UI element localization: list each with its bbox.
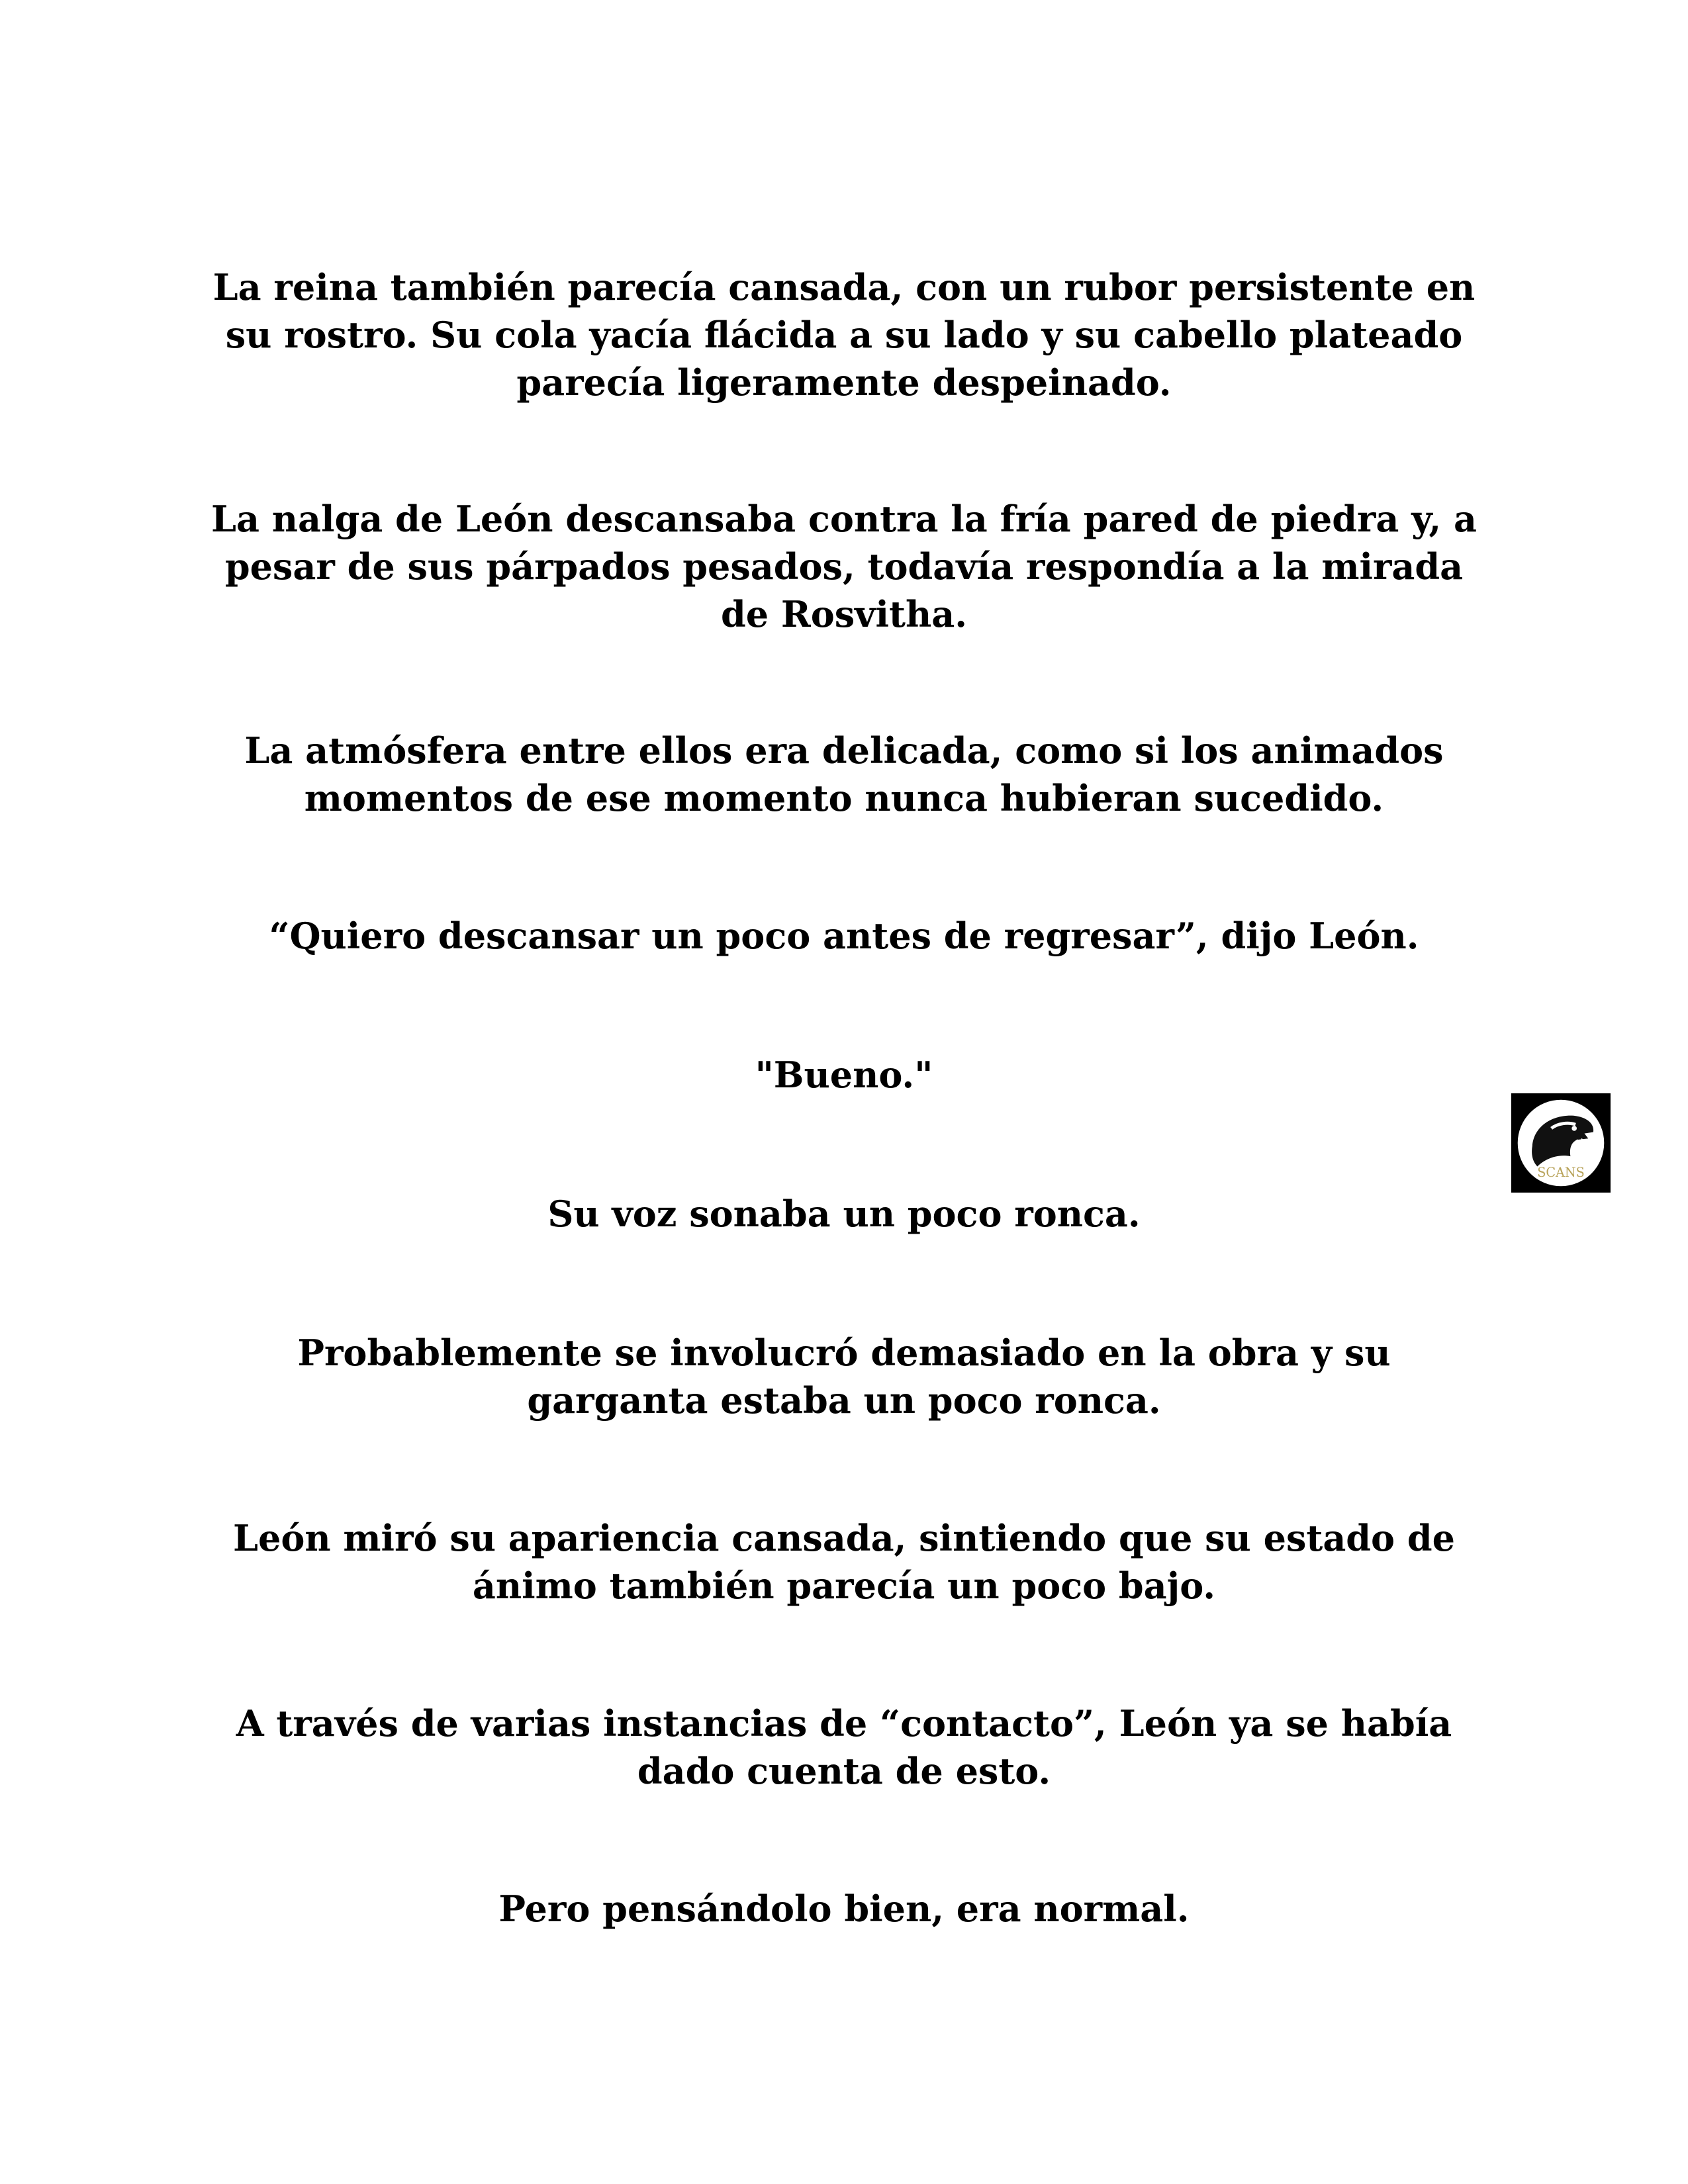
paragraph-line: Su voz sonaba un poco ronca.	[547, 1193, 1141, 1235]
paragraph-8	[199, 1514, 1489, 1610]
paragraph-1	[199, 263, 1489, 406]
paragraph-line: La reina también parecía cansada, con un rubor persistente en	[212, 266, 1476, 308]
paragraph-line: "Bueno."	[755, 1054, 933, 1096]
paragraph-line: dado cuenta de esto.	[637, 1750, 1051, 1792]
paragraph-4	[199, 912, 1489, 960]
paragraph-line: pesar de sus párpados pesados, todavía respondía a la mirada	[224, 545, 1464, 588]
paragraph-7	[199, 1329, 1489, 1424]
watermark-text: SCANS	[1537, 1164, 1585, 1180]
paragraph-line: Probablemente se involucró demasiado en la obra y su	[297, 1332, 1391, 1374]
paragraph-9	[199, 1700, 1489, 1795]
paragraph-line: León miró su apariencia cansada, sintiendo que su estado de	[233, 1517, 1455, 1559]
paragraph-line: ánimo también parecía un poco bajo.	[472, 1565, 1216, 1607]
paragraph-line: La nalga de León descansaba contra la fría pared de piedra y, a	[211, 498, 1477, 540]
paragraph-line: La atmósfera entre ellos era delicada, como si los animados	[244, 729, 1444, 772]
paragraph-line: garganta estaba un poco ronca.	[527, 1379, 1161, 1422]
paragraph-3	[199, 727, 1489, 822]
paragraph-10	[199, 1885, 1489, 1933]
paragraph-line: su rostro. Su cola yacía flácida a su lado y su cabello plateado	[225, 314, 1463, 356]
paragraph-line: A través de varias instancias de “contacto”, León ya se había	[236, 1702, 1452, 1745]
paragraph-5	[199, 1051, 1489, 1099]
paragraph-line: Pero pensándolo bien, era normal.	[498, 1888, 1190, 1930]
paragraph-line: de Rosvitha.	[720, 593, 968, 635]
dinosaur-logo-icon	[1511, 1093, 1611, 1193]
paragraph-2	[199, 495, 1489, 638]
paragraph-line: momentos de ese momento nunca hubieran sucedido.	[304, 777, 1384, 819]
paragraph-line: parecía ligeramente despeinado.	[516, 361, 1172, 404]
paragraph-6	[199, 1190, 1489, 1238]
paragraph-line: “Quiero descansar un poco antes de regresar”, dijo León.	[269, 915, 1419, 957]
